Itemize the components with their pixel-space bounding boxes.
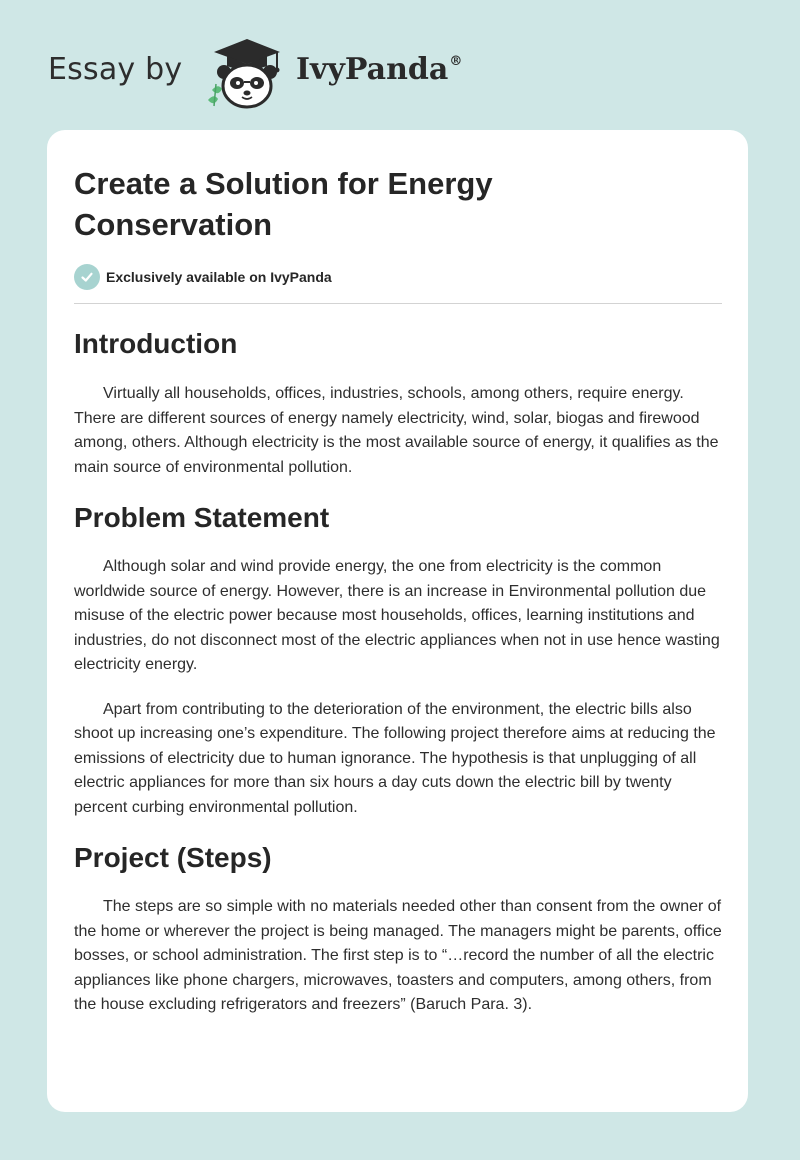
ivypanda-logo-icon[interactable]	[200, 36, 292, 110]
section-heading-problem-statement: Problem Statement	[74, 502, 330, 533]
divider	[74, 303, 722, 304]
essay-title: Create a Solution for Energy Conservation	[74, 166, 493, 242]
section-heading-project-steps: Project (Steps)	[74, 842, 272, 873]
essay-content	[74, 326, 724, 1018]
brand-text: IvyPanda	[296, 52, 449, 87]
registered-mark: ®	[449, 54, 463, 69]
paragraph-project-1: The steps are so simple with no materials needed other than consent from the owner of the home or wherever the project is being managed. The managers might be parents, office bosses, or school administration. The first step is to “…record the number of all the electric appliances like phone chargers, microwaves, toasters and computers, among others, from the house excluding refrigerators and freezers” (Baruch Para. 3).	[74, 898, 722, 1013]
site-header	[0, 0, 800, 130]
exclusive-badge	[74, 264, 332, 290]
essay-card	[47, 130, 748, 1112]
essay-by-label: Essay by	[48, 52, 183, 87]
paragraph-problem-1: Although solar and wind provide energy, the one from electricity is the common worldwide source of energy. However, there is an increase in Environmental pollution due misuse of the electric power because most households, offices, learning institutions and industries, do not disconnect most of the electric appliances when not in use hence wasting electricity energy.	[74, 558, 720, 673]
brand-name[interactable]	[296, 52, 462, 87]
section-heading-introduction: Introduction	[74, 328, 238, 359]
exclusive-label: Exclusively available on IvyPanda	[106, 269, 332, 285]
check-icon	[74, 264, 100, 290]
paragraph-introduction-1: Virtually all households, offices, industries, schools, among others, require energy. There are different sources of energy namely electricity, wind, solar, biogas and firewood among, others. Although electricity is the most available source of energy, it qualifies as the main source of environmental pollution.	[74, 385, 719, 476]
paragraph-problem-2: Apart from contributing to the deterioration of the environment, the electric bills also shoot up increasing one’s expenditure. The following project therefore aims at reducing the emissions of electricity due to human ignorance. The hypothesis is that unplugging of all electric appliances for more than six hours a day cuts down the electric bill by twenty percent curbing environmental pollution.	[74, 700, 716, 816]
